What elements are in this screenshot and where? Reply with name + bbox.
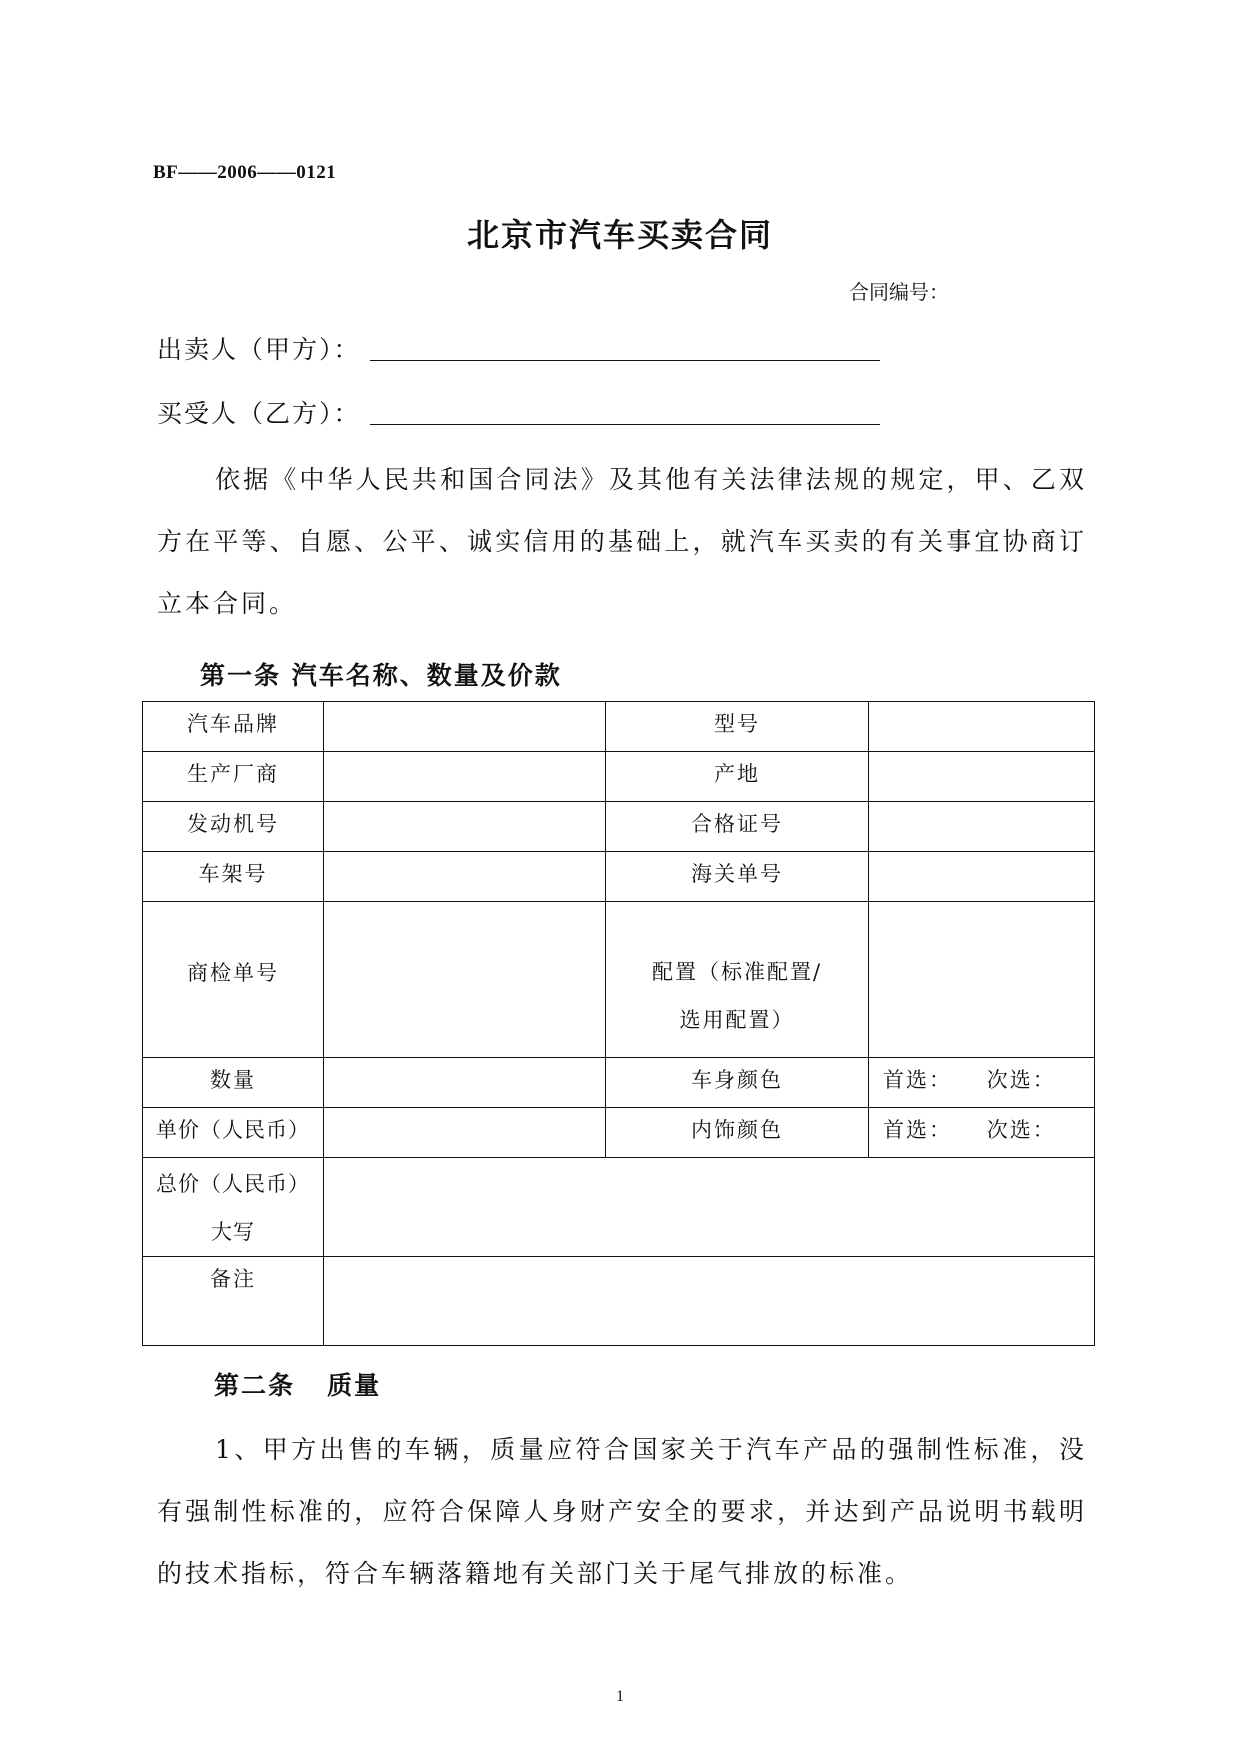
- total-price-label-line2: 大写: [211, 1220, 255, 1244]
- table-row: [143, 752, 1095, 802]
- page-title: 北京市汽车买卖合同: [466, 216, 773, 254]
- table-row: [143, 1108, 1095, 1158]
- cert-no-label: 合格证号: [606, 802, 869, 852]
- inspection-no-text: 商检单号: [187, 960, 279, 985]
- customs-no-value-cell: [869, 852, 1095, 902]
- table-row: [143, 802, 1095, 852]
- manufacturer-label: 生产厂商: [143, 752, 324, 802]
- seller-row: [157, 330, 361, 366]
- manufacturer-value-cell: [324, 752, 606, 802]
- document-code: BF——2006——0121: [153, 162, 337, 183]
- contract-number-label: 合同编号：: [849, 280, 949, 304]
- unit-price-label: 单价（人民币）: [143, 1108, 324, 1158]
- engine-no-label: 发动机号: [143, 802, 324, 852]
- model-label: 型号: [606, 702, 869, 752]
- model-value-cell: [869, 702, 1095, 752]
- frame-no-value-cell: [324, 852, 606, 902]
- cert-no-value-cell: [869, 802, 1095, 852]
- engine-no-value-cell: [324, 802, 606, 852]
- total-price-label-line1: 总价（人民币）: [156, 1172, 310, 1196]
- customs-no-label: 海关单号: [606, 852, 869, 902]
- body-color-label: 车身颜色: [606, 1058, 869, 1108]
- remarks-value-cell: [324, 1257, 1095, 1346]
- buyer-label: 买受人（乙方）：: [157, 399, 361, 428]
- quantity-value-cell: [324, 1058, 606, 1108]
- table-row: [143, 702, 1095, 752]
- brand-label: 汽车品牌: [143, 702, 324, 752]
- table-row: [143, 1058, 1095, 1108]
- table-row: [143, 902, 1095, 1058]
- total-price-value-cell: [324, 1158, 1095, 1257]
- config-label-line1: 配置（标准配置/: [651, 959, 823, 984]
- page-number: 1: [616, 1688, 624, 1705]
- inspection-no-value-cell: [324, 902, 606, 1058]
- interior-color-value: 首选： 次选：: [869, 1108, 1095, 1158]
- body-color-value: 首选： 次选：: [869, 1058, 1095, 1108]
- origin-value-cell: [869, 752, 1095, 802]
- seller-label: 出卖人（甲方）：: [157, 335, 361, 364]
- brand-value-cell: [324, 702, 606, 752]
- config-label-line2: 选用配置）: [679, 1007, 795, 1032]
- buyer-blank-line: [370, 424, 880, 425]
- inspection-no-label: [143, 902, 324, 1058]
- seller-blank-line: [370, 360, 880, 361]
- buyer-row: [157, 394, 361, 430]
- origin-label: 产地: [606, 752, 869, 802]
- article2-heading: 第二条 质量: [214, 1371, 382, 1400]
- table-row: [143, 852, 1095, 902]
- frame-no-label: 车架号: [143, 852, 324, 902]
- quantity-label: 数量: [143, 1058, 324, 1108]
- remarks-label: 备注: [143, 1257, 324, 1346]
- table-row: [143, 1158, 1095, 1257]
- table-row: [143, 1257, 1095, 1346]
- intro-paragraph: 依据《中华人民共和国合同法》及其他有关法律法规的规定，甲、乙双方在平等、自愿、公平、诚实信用的基础上，就汽车买卖的有关事宜协商订立本合同。: [157, 465, 1087, 618]
- interior-color-label: 内饰颜色: [606, 1108, 869, 1158]
- config-label: [606, 902, 869, 1058]
- article2-clause1: 1、甲方出售的车辆，质量应符合国家关于汽车产品的强制性标准，没有强制性标准的，应符合保障人身财产安全的要求，并达到产品说明书载明的技术指标，符合车辆落籍地有关部门关于尾气排放的标准。: [157, 1435, 1087, 1588]
- vehicle-spec-table: [142, 701, 1095, 1346]
- total-price-label: [143, 1158, 324, 1257]
- unit-price-value-cell: [324, 1108, 606, 1158]
- article1-heading: 第一条 汽车名称、数量及价款: [200, 661, 562, 690]
- config-value-cell: [869, 902, 1095, 1058]
